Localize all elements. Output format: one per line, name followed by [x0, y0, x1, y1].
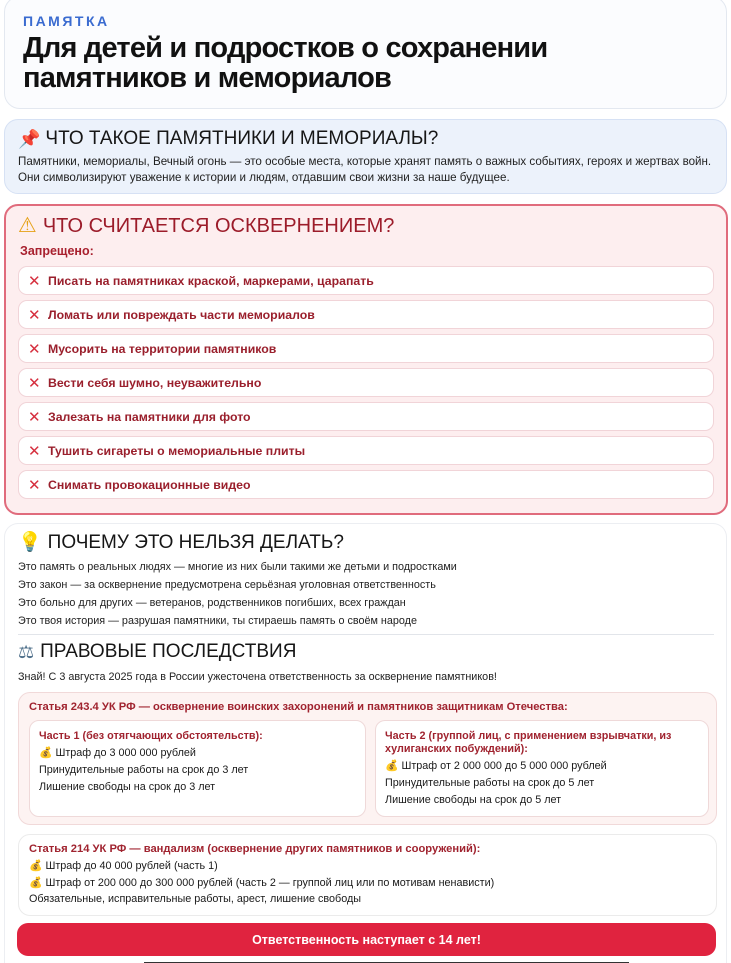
cross-icon: ✕: [28, 340, 41, 358]
what-are-title: ЧТО ТАКОЕ ПАМЯТНИКИ И МЕМОРИАЛЫ?: [45, 128, 439, 149]
legal-title: ПРАВОВЫЕ ПОСЛЕДСТВИЯ: [40, 641, 297, 662]
reason-line: Это закон — за осквернение предусмотрена серьёзная уголовная ответственность: [18, 579, 436, 591]
cross-icon: ✕: [28, 272, 41, 290]
header-card: [4, 0, 727, 109]
part1-title: Часть 1 (без отягчающих обстоятельств):: [39, 730, 263, 742]
forbidden-item: ✕ Мусорить на территории памятников: [18, 334, 714, 363]
money-bag-icon: 💰: [29, 876, 43, 889]
penalty-line: Лишение свободы на срок до 5 лет: [385, 794, 562, 806]
money-bag-icon: 💰: [385, 760, 399, 772]
cross-icon: ✕: [28, 374, 41, 392]
penalty-line: Лишение свободы на срок до 3 лет: [39, 781, 216, 793]
desecration-section: [4, 204, 728, 515]
scales-icon: ⚖: [18, 642, 35, 662]
money-bag-icon: 💰: [29, 860, 43, 872]
part1-card: Часть 1 (без отягчающих обстоятельств): 💰 Штраф до 3 000 000 рублей Принудительные работы на срок до 3 лет Лишение свободы на срок до 3 лет: [29, 720, 366, 817]
reason-line: Это твоя история — разрушая памятники, ты стираешь память о своём народе: [18, 615, 417, 627]
forbidden-item: ✕ Тушить сигареты о мемориальные плиты: [18, 436, 714, 465]
warning-icon: ⚠: [18, 214, 37, 237]
reason-line: Это память о реальных людях — многие из них были такими же детьми и подростками: [18, 561, 457, 573]
article-214-title: Статья 214 УК РФ — вандализм (осквернение других памятников и сооружений):: [29, 843, 481, 855]
desecration-title: ЧТО СЧИТАЕТСЯ ОСКВЕРНЕНИЕМ?: [42, 215, 395, 237]
cross-icon: ✕: [28, 408, 41, 426]
article-214-card: Статья 214 УК РФ — вандализм (осквернение других памятников и сооружений): 💰 Штраф до 40 000 рублей (часть 1) 💰 Штраф от 200 000 до 300 000 рублей (часть 2 — группой лиц или по мотивам ненависти) Обязательные, исправительные работы, арест, лишение свободы: [18, 834, 717, 916]
what-are-section: [4, 119, 727, 194]
age-responsibility-banner: Ответственность наступает с 14 лет!: [17, 923, 716, 956]
why-and-legal-section: [4, 523, 727, 963]
divider: [18, 634, 714, 635]
eyebrow-label: ПАМЯТКА: [23, 13, 110, 29]
forbidden-item: ✕ Снимать провокационные видео: [18, 470, 714, 499]
what-are-text: Памятники, мемориалы, Вечный огонь — это особые места, которые хранят память о важных событиях, героях и жертвах войн. Они символизируют уважение к истории и людям, отдавшим свои жизни за наше будущее.: [18, 155, 712, 184]
pushpin-icon: 📌: [18, 129, 41, 149]
legal-intro: Знай! С 3 августа 2025 года в России ужесточена ответственность за осквернение памятников!: [18, 671, 497, 683]
cross-icon: ✕: [28, 442, 41, 460]
cross-icon: ✕: [28, 306, 41, 324]
penalty-line: Принудительные работы на срок до 3 лет: [39, 764, 249, 776]
part2-title: Часть 2 (группой лиц, с применением взрывчатки, из хулиганских побуждений):: [385, 730, 672, 755]
penalty-line: Принудительные работы на срок до 5 лет: [385, 777, 595, 789]
page-title: Для детей и подростков о сохранении памятников и мемориалов: [23, 32, 548, 94]
forbidden-item: ✕ Залезать на памятники для фото: [18, 402, 714, 431]
forbidden-item: ✕ Ломать или повреждать части мемориалов: [18, 300, 714, 329]
money-bag-icon: 💰: [39, 747, 53, 759]
forbidden-item: ✕ Вести себя шумно, неуважительно: [18, 368, 714, 397]
part2-card: Часть 2 (группой лиц, с применением взрывчатки, из хулиганских побуждений): 💰 Штраф от 2 000 000 до 5 000 000 рублей Принудительные работы на срок до 5 лет Лишение свободы на срок до 5 лет: [375, 720, 709, 817]
penalty-line: Обязательные, исправительные работы, арест, лишение свободы: [29, 893, 362, 905]
lightbulb-icon: 💡: [18, 532, 42, 553]
forbidden-label: Запрещено:: [20, 244, 94, 258]
reason-line: Это больно для других — ветеранов, родственников погибших, всех граждан: [18, 597, 406, 609]
forbidden-item: ✕ Писать на памятниках краской, маркерами, царапать: [18, 266, 714, 295]
cross-icon: ✕: [28, 476, 41, 494]
article-243-title: Статья 243.4 УК РФ — осквернение воинских захоронений и памятников защитникам Отечества:: [29, 701, 568, 713]
why-title: ПОЧЕМУ ЭТО НЕЛЬЗЯ ДЕЛАТЬ?: [47, 532, 344, 553]
article-243-card: [18, 692, 717, 825]
